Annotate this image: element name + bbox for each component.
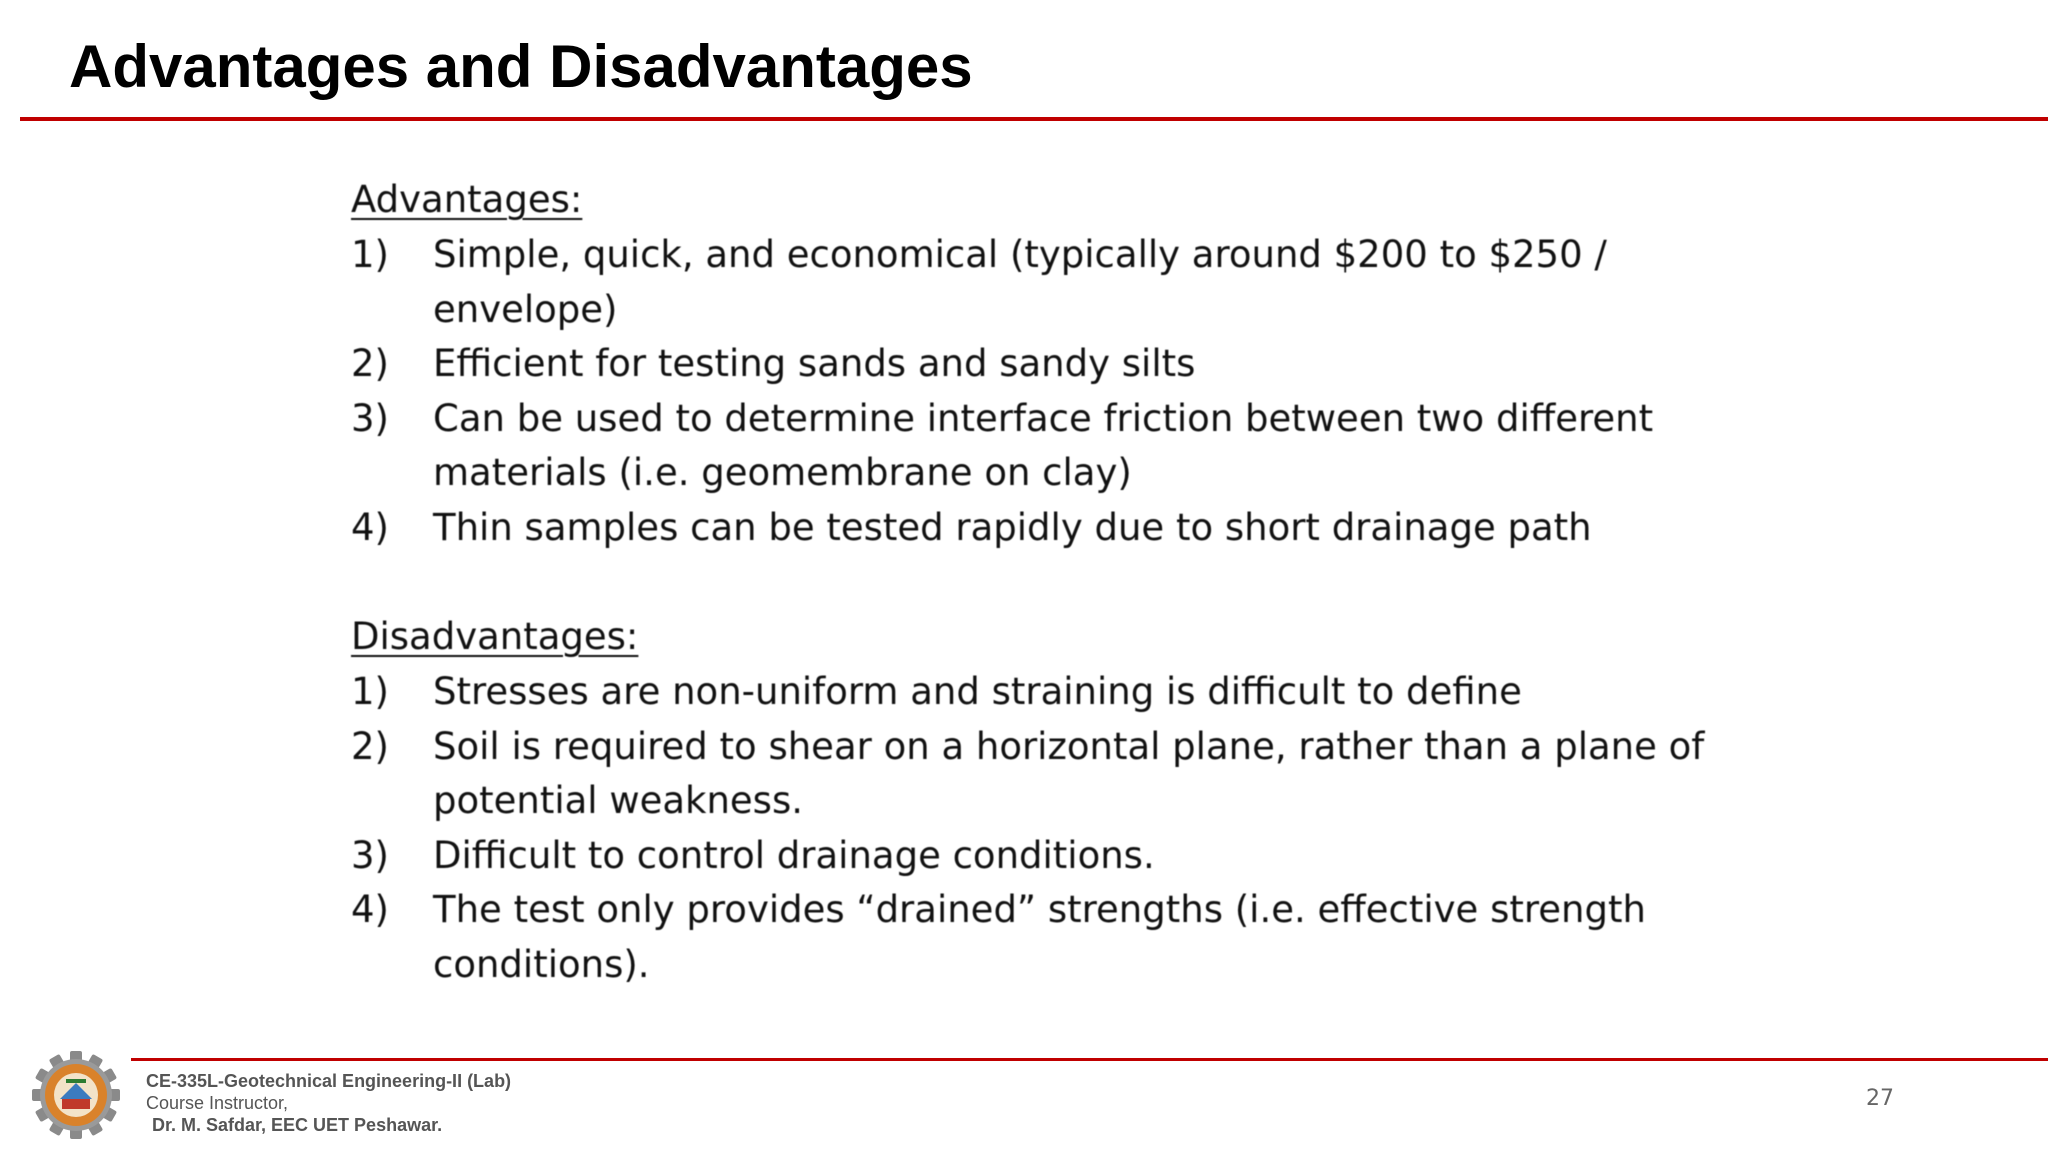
item-text: Thin samples can be tested rapidly due to short drainage path — [433, 505, 1592, 549]
list-item — [351, 337, 1711, 392]
course-name: CE-335L-Geotechnical Engineering-II (Lab) — [146, 1071, 512, 1091]
item-text: Simple, quick, and economical (typically around $200 to $250 / envelope) — [433, 233, 1607, 331]
item-text: Stresses are non-uniform and straining is difficult to define — [433, 670, 1522, 713]
section-gap — [351, 555, 1711, 609]
list-item — [351, 829, 1711, 884]
list-item — [351, 392, 1711, 501]
list-item — [351, 883, 1711, 992]
item-number: 1) — [351, 670, 389, 713]
title-divider — [20, 117, 2048, 121]
item-number: 1) — [351, 233, 389, 276]
item-text: Efficient for testing sands and sandy silts — [433, 342, 1196, 385]
slide-title: Advantages and Disadvantages — [69, 33, 973, 100]
list-item — [351, 720, 1711, 829]
item-text: Can be used to determine interface friction between two different materials (i.e. geomembrane on clay) — [433, 396, 1654, 494]
item-text: The test only provides “drained” strengths (i.e. effective strength conditions). — [433, 888, 1646, 986]
university-seal-icon — [26, 1050, 126, 1140]
item-text: Difficult to control drainage conditions. — [433, 833, 1155, 877]
footer-credits — [146, 1070, 511, 1136]
instructor-role: Course Instructor, — [146, 1093, 289, 1113]
slide-body — [351, 172, 1711, 992]
item-number: 2) — [351, 724, 389, 768]
instructor-name: Dr. M. Safdar, EEC UET Peshawar. — [152, 1115, 443, 1135]
advantages-heading: Advantages: — [351, 178, 583, 221]
item-number: 4) — [351, 505, 389, 549]
list-item — [351, 501, 1711, 556]
disadvantages-heading: Disadvantages: — [351, 615, 639, 658]
item-text: Soil is required to shear on a horizontal plane, rather than a plane of potential weakness. — [433, 724, 1705, 822]
list-item — [351, 665, 1711, 720]
footer-divider — [131, 1058, 2048, 1061]
item-number: 3) — [351, 833, 389, 877]
page-number: 27 — [1866, 1086, 1894, 1111]
item-number: 3) — [351, 396, 389, 440]
list-item — [351, 228, 1711, 337]
item-number: 2) — [351, 342, 389, 385]
item-number: 4) — [351, 888, 389, 931]
